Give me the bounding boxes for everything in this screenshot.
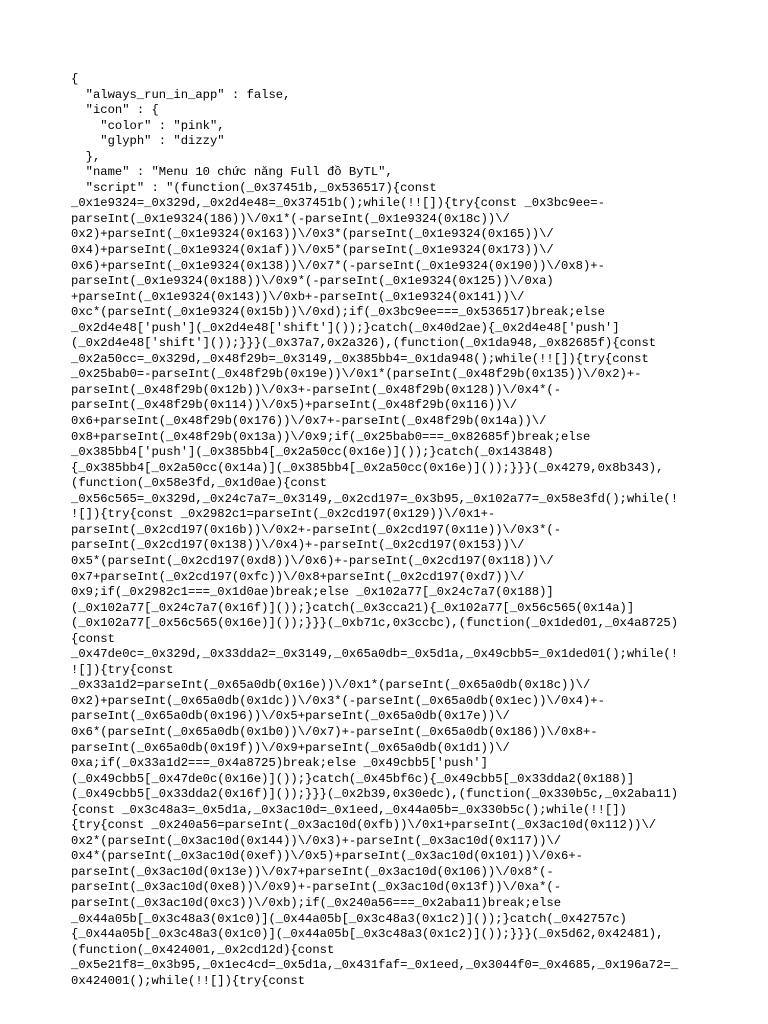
code-line: parseInt(_0x65a0db(0x196))\/0x5+parseInt(_0x65a0db(0x17e))\/ (71, 709, 510, 724)
code-line: parseInt(_0x2cd197(0x138))\/0x4)+-parseInt(_0x2cd197(0x153))\/ (71, 538, 525, 553)
code-line: _0x2a50cc=_0x329d,_0x48f29b=_0x3149,_0x385bb4=_0x1da948();while(!![]){try{const (71, 351, 649, 366)
code-line: parseInt(_0x65a0db(0x19f))\/0x9+parseInt(_0x65a0db(0x1d1))\/ (71, 740, 510, 755)
code-line: (_0x49cbb5[_0x47de0c(0x16e)]());}catch(_0x45bf6c){_0x49cbb5[_0x33dda2(0x188)] (71, 771, 635, 786)
code-line: _0x5e21f8=_0x3b95,_0x1ec4cd=_0x5d1a,_0x431faf=_0x1eed,_0x3044f0=_0x4685,_0x196a72=_ (71, 958, 679, 973)
code-line: parseInt(_0x1e9324(0x188))\/0x9*(-parseInt(_0x1e9324(0x125))\/0xa) (71, 274, 554, 289)
code-line: "icon" : { (71, 103, 159, 118)
code-line: (function(_0x424001,_0x2cd12d){const (71, 942, 335, 957)
code-line: "color" : "pink", (71, 118, 225, 133)
code-line: }, (71, 149, 101, 164)
code-line: 0x4)+parseInt(_0x1e9324(0x1af))\/0x5*(parseInt(_0x1e9324(0x173))\/ (71, 243, 554, 258)
code-line: 0x8+parseInt(_0x48f29b(0x13a))\/0x9;if(_0x25bab0===_0x82685f)break;else (71, 429, 591, 444)
code-line: 0xc*(parseInt(_0x1e9324(0x15b))\/0xd);if(_0x3bc9ee===_0x536517)break;else (71, 305, 605, 320)
code-line: _0x1e9324=_0x329d,_0x2d4e48=_0x37451b();while(!![]){try{const _0x3bc9ee=- (71, 196, 605, 211)
code-line: (_0x2d4e48['shift']());}}}(_0x37a7,0x2a326),(function(_0x1da948,_0x82685f){const (71, 336, 657, 351)
code-line: _0x25bab0=-parseInt(_0x48f29b(0x19e))\/0x1*(parseInt(_0x48f29b(0x135))\/0x2)+- (71, 367, 642, 382)
code-line: 0x424001();while(!![]){try{const (71, 973, 306, 988)
code-line: "always_run_in_app" : false, (71, 87, 291, 102)
code-line: (_0x102a77[_0x24c7a7(0x16f)]());}catch(_0x3cca21){_0x102a77[_0x56c565(0x14a)] (71, 600, 635, 615)
code-line: _0x2d4e48['push'](_0x2d4e48['shift']());}catch(_0x40d2ae){_0x2d4e48['push'] (71, 320, 620, 335)
code-line: _0x56c565=_0x329d,_0x24c7a7=_0x3149,_0x2cd197=_0x3b95,_0x102a77=_0x58e3fd();while(! (71, 491, 679, 506)
code-line: +parseInt(_0x1e9324(0x143))\/0xb+-parseInt(_0x1e9324(0x141))\/ (71, 289, 525, 304)
code-line: parseInt(_0x48f29b(0x12b))\/0x3+-parseInt(_0x48f29b(0x128))\/0x4*(- (71, 382, 562, 397)
code-line: { (71, 72, 79, 86)
code-line: 0x2*(parseInt(_0x3ac10d(0x144))\/0x3)+-parseInt(_0x3ac10d(0x117))\/ (71, 833, 562, 848)
code-line: 0x9;if(_0x2982c1===_0x1d0ae)break;else _0x102a77[_0x24c7a7(0x188)] (71, 585, 554, 600)
code-line: "script" : "(function(_0x37451b,_0x536517){const (71, 180, 437, 195)
code-line: _0x47de0c=_0x329d,_0x33dda2=_0x3149,_0x65a0db=_0x5d1a,_0x49cbb5=_0x1ded01();while(! (71, 647, 679, 662)
code-line: 0x6*(parseInt(_0x65a0db(0x1b0))\/0x7)+-parseInt(_0x65a0db(0x186))\/0x8+- (71, 724, 598, 739)
code-line: parseInt(_0x2cd197(0x16b))\/0x2+-parseInt(_0x2cd197(0x11e))\/0x3*(- (71, 522, 562, 537)
code-line: 0x7+parseInt(_0x2cd197(0xfc))\/0x8+parseInt(_0x2cd197(0xd7))\/ (71, 569, 525, 584)
code-line: {const (71, 631, 115, 646)
code-line: 0x4*(parseInt(_0x3ac10d(0xef))\/0x5)+parseInt(_0x3ac10d(0x101))\/0x6+- (71, 849, 583, 864)
code-line: parseInt(_0x48f29b(0x114))\/0x5)+parseInt(_0x48f29b(0x116))\/ (71, 398, 518, 413)
code-line: 0x2)+parseInt(_0x1e9324(0x163))\/0x3*(parseInt(_0x1e9324(0x165))\/ (71, 227, 554, 242)
code-line: 0x2)+parseInt(_0x65a0db(0x1dc))\/0x3*(-parseInt(_0x65a0db(0x1ec))\/0x4)+- (71, 693, 605, 708)
code-line: 0xa;if(_0x33a1d2===_0x4a8725)break;else _0x49cbb5['push'] (71, 756, 488, 771)
code-line: (_0x49cbb5[_0x33dda2(0x16f)]());}}}(_0x2b39,0x30edc),(function(_0x330b5c,_0x2aba11) (71, 787, 679, 802)
code-line: _0x385bb4['push'](_0x385bb4[_0x2a50cc(0x16e)]());}catch(_0x143848) (71, 445, 554, 460)
code-line: parseInt(_0x3ac10d(0xc3))\/0xb);if(_0x240a56===_0x2aba11)break;else (71, 895, 562, 910)
code-line: _0x33a1d2=parseInt(_0x65a0db(0x16e))\/0x1*(parseInt(_0x65a0db(0x18c))\/ (71, 678, 591, 693)
document-page (71, 72, 701, 989)
code-line: {const _0x3c48a3=_0x5d1a,_0x3ac10d=_0x1eed,_0x44a05b=_0x330b5c();while(!![]) (71, 802, 627, 817)
code-line: 0x6+parseInt(_0x48f29b(0x176))\/0x7+-parseInt(_0x48f29b(0x14a))\/ (71, 414, 547, 429)
code-line: {_0x385bb4[_0x2a50cc(0x14a)](_0x385bb4[_0x2a50cc(0x16e)]());}}}(_0x4279,0x8b343), (71, 460, 664, 475)
code-line: {try{const _0x240a56=parseInt(_0x3ac10d(0xfb))\/0x1+parseInt(_0x3ac10d(0x112))\/ (71, 818, 657, 833)
code-line: 0x5*(parseInt(_0x2cd197(0xd8))\/0x6)+-parseInt(_0x2cd197(0x118))\/ (71, 553, 554, 568)
code-line: (_0x102a77[_0x56c565(0x16e)]());}}}(_0xb71c,0x3ccbc),(function(_0x1ded01,_0x4a8725) (71, 616, 679, 631)
code-line: ![]){try{const _0x2982c1=parseInt(_0x2cd197(0x129))\/0x1+- (71, 507, 496, 522)
code-line: "glyph" : "dizzy" (71, 134, 225, 149)
code-line: _0x44a05b[_0x3c48a3(0x1c0)](_0x44a05b[_0x3c48a3(0x1c2)]());}catch(_0x42757c) (71, 911, 627, 926)
code-line: {_0x44a05b[_0x3c48a3(0x1c0)](_0x44a05b[_0x3c48a3(0x1c2)]());}}}(_0x5d62,0x42481), (71, 927, 664, 942)
code-line: parseInt(_0x1e9324(186))\/0x1*(-parseInt(_0x1e9324(0x18c))\/ (71, 211, 510, 226)
code-line: parseInt(_0x3ac10d(0xe8))\/0x9)+-parseInt(_0x3ac10d(0x13f))\/0xa*(- (71, 880, 562, 895)
code-line: ![]){try{const (71, 662, 174, 677)
code-line: parseInt(_0x3ac10d(0x13e))\/0x7+parseInt(_0x3ac10d(0x106))\/0x8*(- (71, 864, 554, 879)
code-line: (function(_0x58e3fd,_0x1d0ae){const (71, 476, 327, 491)
code-line: 0x6)+parseInt(_0x1e9324(0x138))\/0x7*(-parseInt(_0x1e9324(0x190))\/0x8)+- (71, 258, 605, 273)
code-line: "name" : "Menu 10 chức năng Full đồ ByTL", (71, 165, 393, 180)
